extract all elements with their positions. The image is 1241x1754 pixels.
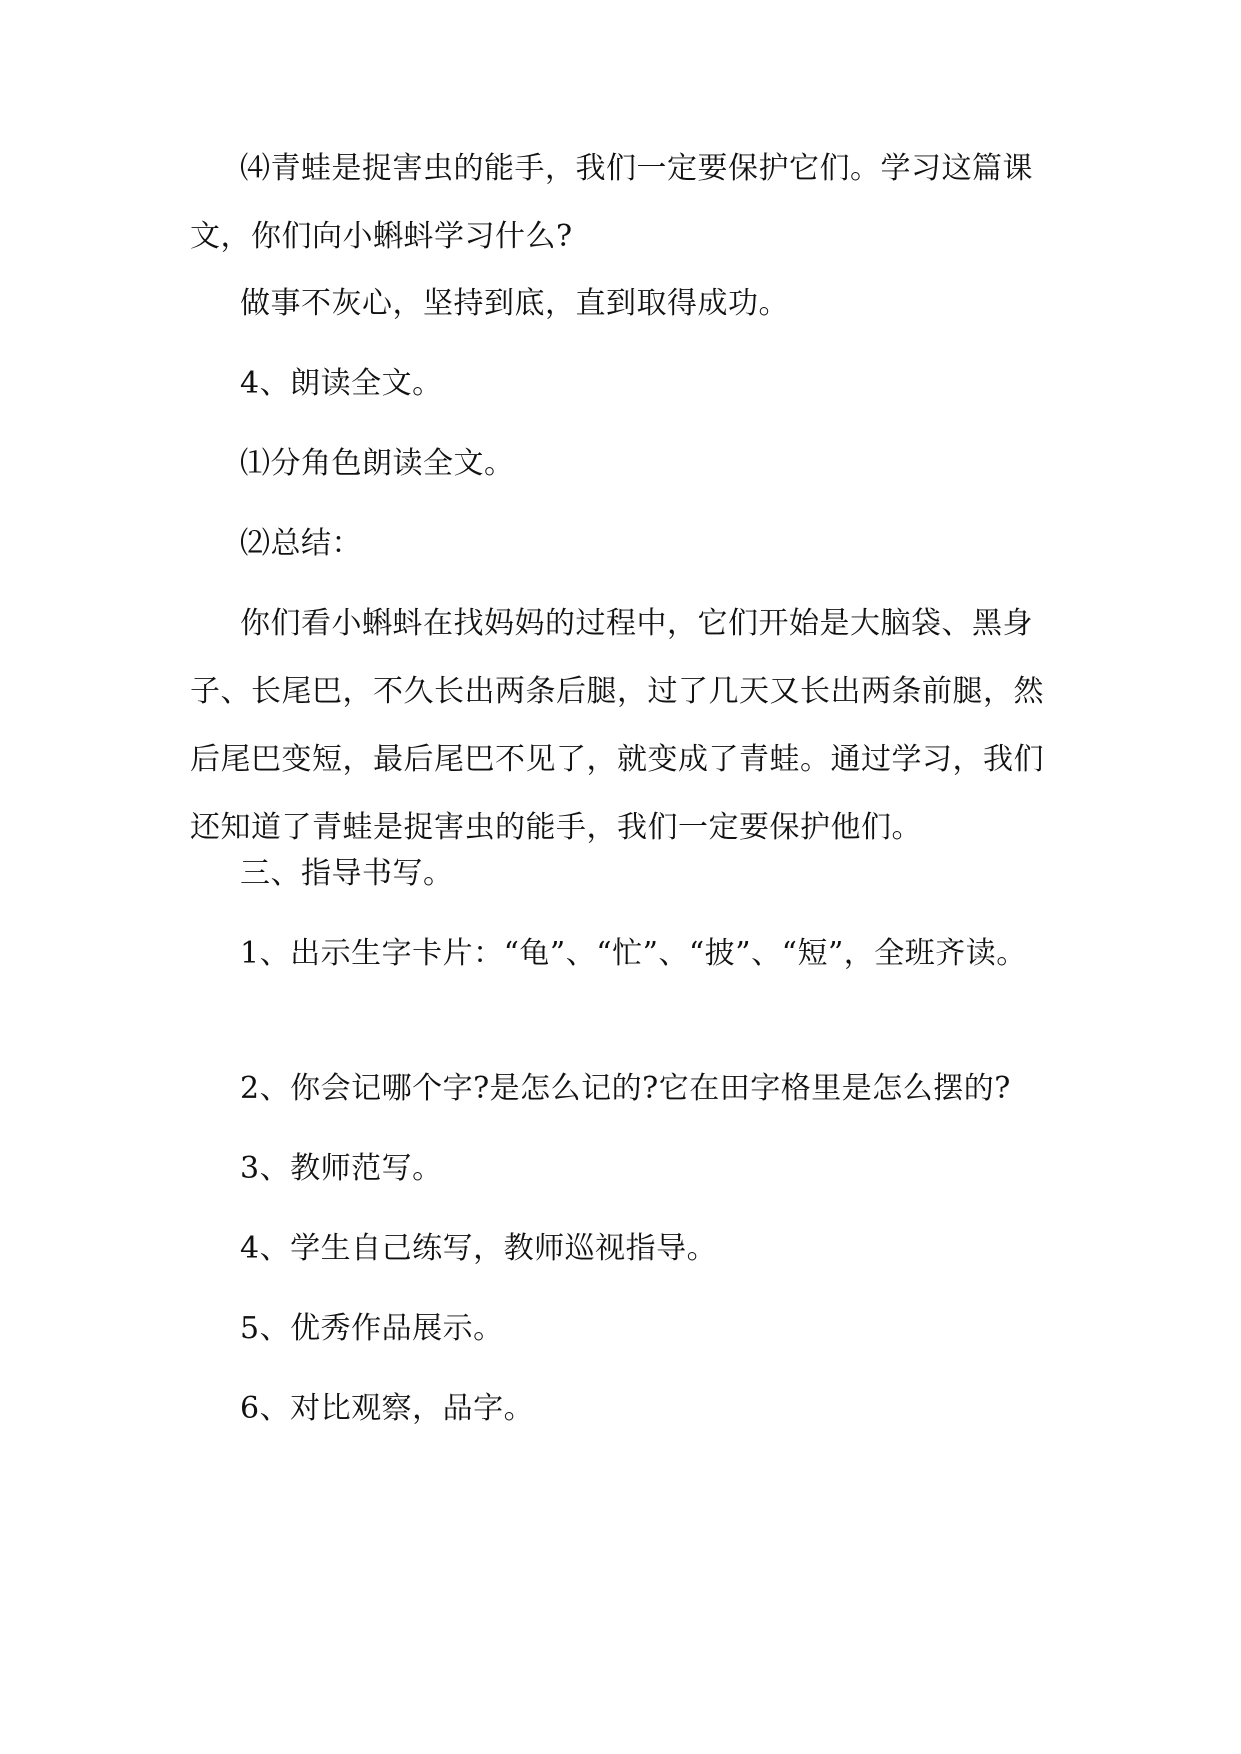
paragraph-summary-heading: ⑵总结： xyxy=(240,526,362,561)
paragraph-question-4: ⑷青蛙是捉害虫的能手，我们一定要保护它们。学习这篇课文，你们向小蝌蚪学习什么? xyxy=(190,151,1033,254)
paragraph-summary-body: 你们看小蝌蚪在找妈妈的过程中，它们开始是大脑袋、黑身子、长尾巴，不久长出两条后腿，过了几天又长出两条前腿，然后尾巴变短，最后尾巴不见了，就变成了青蛙。通过学习，我们还知道了青蛙是捉害虫的能手，我们一定要保护他们。 xyxy=(190,606,1044,845)
section-heading-writing: 三、指导书写。 xyxy=(240,856,454,891)
paragraph-role-reading: ⑴分角色朗读全文。 xyxy=(240,446,515,481)
paragraph-step-3-demo: 3、教师范写。 xyxy=(240,1151,443,1186)
paragraph-step-5-showcase: 5、优秀作品展示。 xyxy=(240,1311,504,1346)
paragraph-step-1-cards: 1、出示生字卡片：“龟”、“忙”、“披”、“短”，全班齐读。 xyxy=(240,936,1027,971)
paragraph-step-6-compare: 6、对比观察，品字。 xyxy=(240,1391,535,1426)
paragraph-answer: 做事不灰心，坚持到底，直到取得成功。 xyxy=(240,286,789,321)
paragraph-step-2-memorize: 2、你会记哪个字?是怎么记的?它在田字格里是怎么摆的? xyxy=(240,1071,1011,1106)
paragraph-step-4-read: 4、朗读全文。 xyxy=(240,366,443,401)
paragraph-step-4-practice: 4、学生自己练写，教师巡视指导。 xyxy=(240,1231,718,1266)
